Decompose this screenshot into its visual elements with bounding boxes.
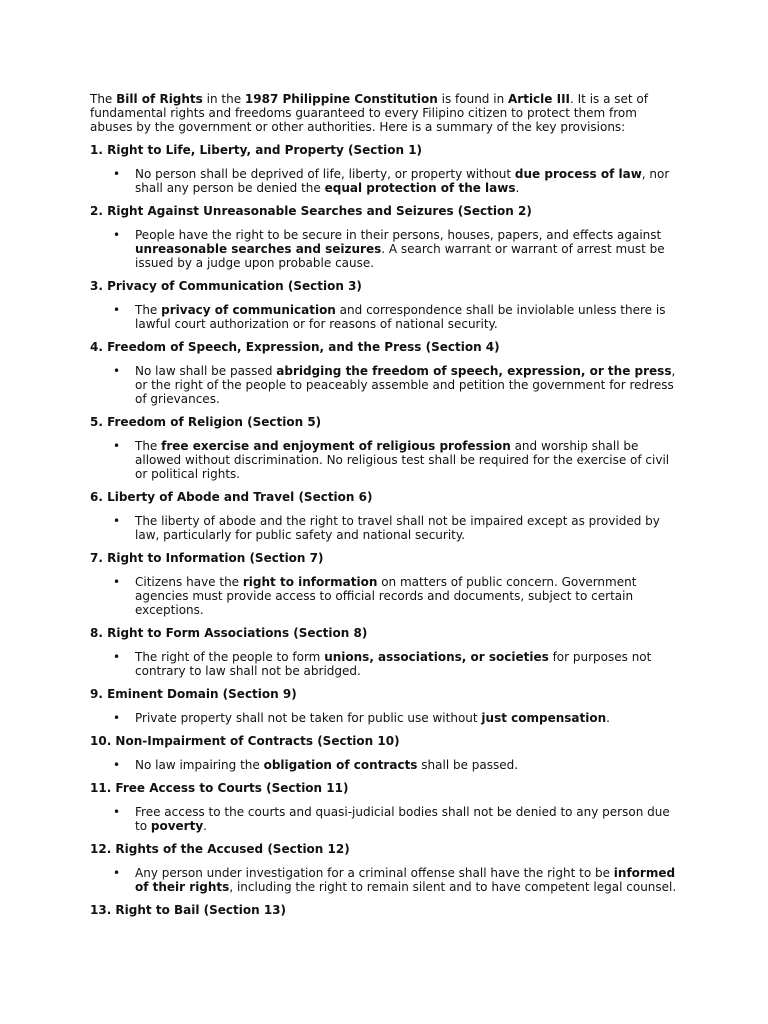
section-2 <box>90 204 680 270</box>
bullet-text: The <box>135 303 162 317</box>
bullet-bold-text: privacy of communication <box>161 303 336 317</box>
section-6 <box>90 490 680 542</box>
bullet-list <box>90 364 680 406</box>
bullet-text: The right of the people to form <box>135 650 325 664</box>
list-item <box>90 711 680 725</box>
section-heading: 5. Freedom of Religion (Section 5) <box>90 415 322 429</box>
section-heading: 8. Right to Form Associations (Section 8) <box>90 626 368 640</box>
bullet-list <box>90 711 680 725</box>
section-heading: 11. Free Access to Courts (Section 11) <box>90 781 349 795</box>
bullet-text: for purposes not contrary to law shall not be abridged. <box>135 650 652 678</box>
bullet-text: No law shall be passed <box>135 364 277 378</box>
bullet-bold-text: obligation of contracts <box>263 758 418 772</box>
bullet-list <box>90 866 680 894</box>
document-page <box>90 92 680 927</box>
section-9 <box>90 687 680 725</box>
section-11 <box>90 781 680 833</box>
section-4 <box>90 340 680 406</box>
bullet-bold-text: due process of law <box>514 167 642 181</box>
section-heading: 4. Freedom of Speech, Expression, and the Press (Section 4) <box>90 340 500 354</box>
bullet-text: No person shall be deprived of life, liberty, or property without <box>135 167 515 181</box>
list-item <box>90 364 680 406</box>
bullet-text: Free access to the courts and quasi-judicial bodies shall not be denied to any person due to <box>135 805 670 833</box>
bullet-bold-text: equal protection of the laws <box>324 181 516 195</box>
bullet-bold-text: free exercise and enjoyment of religious profession <box>161 439 511 453</box>
section-heading: 9. Eminent Domain (Section 9) <box>90 687 297 701</box>
intro-text-3: is found in <box>437 92 508 106</box>
intro-bold-bill-of-rights: Bill of Rights <box>116 92 203 106</box>
bullet-text: . <box>203 819 207 833</box>
intro-paragraph <box>90 92 680 134</box>
section-10 <box>90 734 680 772</box>
bullet-text: and worship shall be allowed without discrimination. No religious test shall be required for the exercise of civil or political rights. <box>135 439 670 481</box>
sections-list <box>90 143 680 917</box>
intro-text-1: The <box>90 92 117 106</box>
bullet-text: People have the right to be secure in their persons, houses, papers, and effects against <box>135 228 662 242</box>
bullet-bold-text: informed of their rights <box>135 866 676 894</box>
bullet-list <box>90 167 680 195</box>
bullet-text: . A search warrant or warrant of arrest must be issued by a judge upon probable cause. <box>135 242 665 270</box>
bullet-list <box>90 514 680 542</box>
section-heading: 13. Right to Bail (Section 13) <box>90 903 287 917</box>
bullet-text: Citizens have the <box>135 575 243 589</box>
section-1 <box>90 143 680 195</box>
section-7 <box>90 551 680 617</box>
bullet-bold-text: unreasonable searches and seizures <box>135 242 382 256</box>
bullet-text: and correspondence shall be inviolable unless there is lawful court authorization or for reasons of national security. <box>135 303 666 331</box>
bullet-text: The liberty of abode and the right to travel shall not be impaired except as provided by law, particularly for public safety and national security. <box>135 514 660 542</box>
list-item <box>90 575 680 617</box>
bullet-bold-text: just compensation <box>481 711 607 725</box>
section-13 <box>90 903 680 917</box>
section-12 <box>90 842 680 894</box>
list-item <box>90 228 680 270</box>
bullet-text: . <box>606 711 610 725</box>
section-heading: 6. Liberty of Abode and Travel (Section 6) <box>90 490 373 504</box>
bullet-bold-text: unions, associations, or societies <box>324 650 549 664</box>
bullet-list <box>90 228 680 270</box>
section-heading: 10. Non-Impairment of Contracts (Section 10) <box>90 734 400 748</box>
intro-text-2: in the <box>202 92 245 106</box>
intro-bold-constitution: 1987 Philippine Constitution <box>244 92 438 106</box>
bullet-list <box>90 303 680 331</box>
bullet-list <box>90 650 680 678</box>
section-heading: 7. Right to Information (Section 7) <box>90 551 324 565</box>
list-item <box>90 758 680 772</box>
bullet-bold-text: right to information <box>242 575 378 589</box>
bullet-bold-text: poverty <box>150 819 204 833</box>
list-item <box>90 650 680 678</box>
section-heading: 2. Right Against Unreasonable Searches and Seizures (Section 2) <box>90 204 532 218</box>
bullet-list <box>90 575 680 617</box>
section-heading: 3. Privacy of Communication (Section 3) <box>90 279 362 293</box>
section-5 <box>90 415 680 481</box>
list-item <box>90 439 680 481</box>
bullet-bold-text: abridging the freedom of speech, expression, or the press <box>276 364 672 378</box>
bullet-text: . <box>515 181 520 195</box>
bullet-text: , nor shall any person be denied the <box>135 167 670 195</box>
list-item <box>90 167 680 195</box>
list-item <box>90 805 680 833</box>
bullet-text: , including the right to remain silent and to have competent legal counsel. <box>229 880 677 894</box>
section-heading: 1. Right to Life, Liberty, and Property (Section 1) <box>90 143 423 157</box>
bullet-text: Any person under investigation for a criminal offense shall have the right to be <box>135 866 614 880</box>
list-item <box>90 514 680 542</box>
bullet-list <box>90 439 680 481</box>
bullet-text: No law impairing the <box>135 758 264 772</box>
intro-text-4: . It is a set of fundamental rights and freedoms guaranteed to every Filipino citizen to protect them from abuses by the government or other authorities. Here is a summary of the key provisions: <box>90 92 648 134</box>
bullet-text: Private property shall not be taken for public use without <box>135 711 482 725</box>
bullet-text: The <box>135 439 162 453</box>
bullet-list <box>90 805 680 833</box>
list-item <box>90 866 680 894</box>
bullet-text: , or the right of the people to peaceably assemble and petition the government for redress of grievances. <box>135 364 676 406</box>
intro-bold-article: Article III <box>508 92 570 106</box>
bullet-text: shall be passed. <box>417 758 519 772</box>
bullet-text: on matters of public concern. Government agencies must provide access to official records and documents, subject to certain exceptions. <box>135 575 637 617</box>
section-8 <box>90 626 680 678</box>
section-3 <box>90 279 680 331</box>
list-item <box>90 303 680 331</box>
section-heading: 12. Rights of the Accused (Section 12) <box>90 842 350 856</box>
bullet-list <box>90 758 680 772</box>
